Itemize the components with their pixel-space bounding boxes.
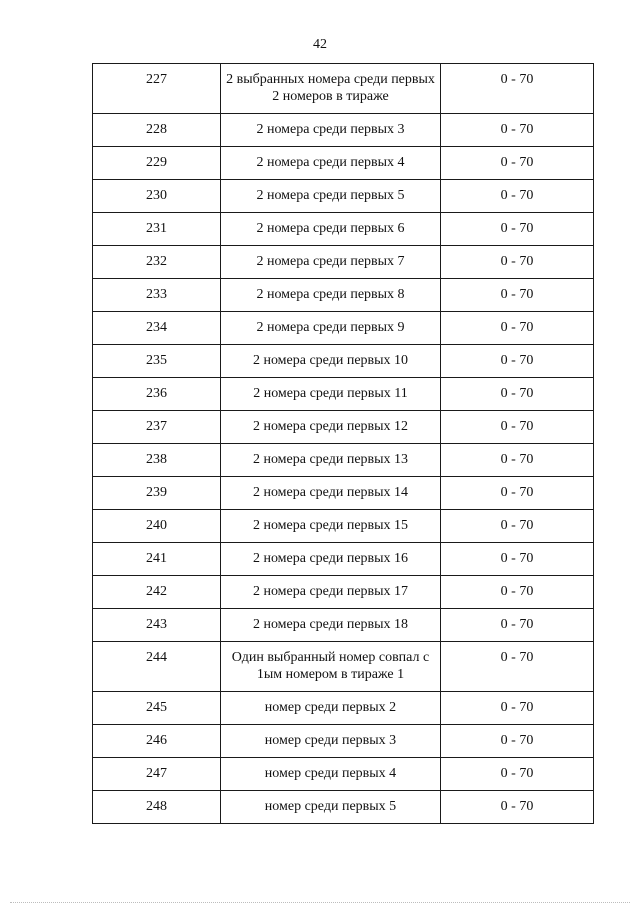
table-row <box>93 725 594 758</box>
row-number-cell: 229 <box>93 147 221 180</box>
table-row <box>93 510 594 543</box>
row-range-cell: 0 - 70 <box>441 576 594 609</box>
row-number-cell: 228 <box>93 114 221 147</box>
table-row <box>93 213 594 246</box>
row-description-cell: 2 номера среди первых 4 <box>221 147 441 180</box>
row-description-cell: номер среди первых 2 <box>221 692 441 725</box>
row-range-cell: 0 - 70 <box>441 791 594 824</box>
row-description-cell: 2 номера среди первых 13 <box>221 444 441 477</box>
table-row <box>93 180 594 213</box>
row-number-cell: 248 <box>93 791 221 824</box>
row-range-cell: 0 - 70 <box>441 345 594 378</box>
row-number-cell: 240 <box>93 510 221 543</box>
row-description-cell: 2 номера среди первых 15 <box>221 510 441 543</box>
table-row <box>93 642 594 692</box>
row-range-cell: 0 - 70 <box>441 213 594 246</box>
table-row <box>93 444 594 477</box>
table-row <box>93 345 594 378</box>
table-row <box>93 609 594 642</box>
table-row <box>93 477 594 510</box>
row-number-cell: 238 <box>93 444 221 477</box>
row-number-cell: 246 <box>93 725 221 758</box>
row-description-cell: номер среди первых 5 <box>221 791 441 824</box>
table-row <box>93 378 594 411</box>
row-description-cell: номер среди первых 4 <box>221 758 441 791</box>
row-range-cell: 0 - 70 <box>441 543 594 576</box>
row-description-cell: номер среди первых 3 <box>221 725 441 758</box>
row-range-cell: 0 - 70 <box>441 609 594 642</box>
table-row <box>93 692 594 725</box>
row-description-cell: 2 выбранных номера среди первых 2 номеров в тираже <box>221 64 441 114</box>
row-description-cell: 2 номера среди первых 3 <box>221 114 441 147</box>
row-number-cell: 245 <box>93 692 221 725</box>
row-description-cell: 2 номера среди первых 10 <box>221 345 441 378</box>
table-row <box>93 147 594 180</box>
row-range-cell: 0 - 70 <box>441 510 594 543</box>
table-row <box>93 246 594 279</box>
row-number-cell: 241 <box>93 543 221 576</box>
scan-edge-divider <box>10 901 630 903</box>
table-row <box>93 758 594 791</box>
table-row <box>93 576 594 609</box>
row-range-cell: 0 - 70 <box>441 411 594 444</box>
row-number-cell: 247 <box>93 758 221 791</box>
row-description-cell: 2 номера среди первых 6 <box>221 213 441 246</box>
table-row <box>93 411 594 444</box>
page-number: 42 <box>313 37 327 52</box>
table-row <box>93 64 594 114</box>
row-number-cell: 244 <box>93 642 221 692</box>
row-number-cell: 237 <box>93 411 221 444</box>
row-range-cell: 0 - 70 <box>441 180 594 213</box>
row-range-cell: 0 - 70 <box>441 312 594 345</box>
row-description-cell: 2 номера среди первых 11 <box>221 378 441 411</box>
row-range-cell: 0 - 70 <box>441 64 594 114</box>
row-range-cell: 0 - 70 <box>441 279 594 312</box>
row-number-cell: 230 <box>93 180 221 213</box>
row-range-cell: 0 - 70 <box>441 692 594 725</box>
row-description-cell: 2 номера среди первых 18 <box>221 609 441 642</box>
row-description-cell: 2 номера среди первых 16 <box>221 543 441 576</box>
table-row <box>93 791 594 824</box>
row-number-cell: 227 <box>93 64 221 114</box>
row-range-cell: 0 - 70 <box>441 114 594 147</box>
row-description-cell: 2 номера среди первых 17 <box>221 576 441 609</box>
row-description-cell: 2 номера среди первых 14 <box>221 477 441 510</box>
row-range-cell: 0 - 70 <box>441 246 594 279</box>
table-row <box>93 279 594 312</box>
row-number-cell: 239 <box>93 477 221 510</box>
row-number-cell: 242 <box>93 576 221 609</box>
row-number-cell: 233 <box>93 279 221 312</box>
row-range-cell: 0 - 70 <box>441 758 594 791</box>
table-row <box>93 114 594 147</box>
row-number-cell: 236 <box>93 378 221 411</box>
row-description-cell: 2 номера среди первых 8 <box>221 279 441 312</box>
table-row <box>93 543 594 576</box>
row-description-cell: 2 номера среди первых 7 <box>221 246 441 279</box>
row-number-cell: 243 <box>93 609 221 642</box>
row-description-cell: Один выбранный номер совпал с 1ым номером в тираже 1 <box>221 642 441 692</box>
table-row <box>93 312 594 345</box>
row-number-cell: 235 <box>93 345 221 378</box>
row-range-cell: 0 - 70 <box>441 444 594 477</box>
row-description-cell: 2 номера среди первых 5 <box>221 180 441 213</box>
row-range-cell: 0 - 70 <box>441 642 594 692</box>
row-range-cell: 0 - 70 <box>441 147 594 180</box>
row-number-cell: 231 <box>93 213 221 246</box>
row-number-cell: 234 <box>93 312 221 345</box>
row-range-cell: 0 - 70 <box>441 378 594 411</box>
row-description-cell: 2 номера среди первых 9 <box>221 312 441 345</box>
row-description-cell: 2 номера среди первых 12 <box>221 411 441 444</box>
row-range-cell: 0 - 70 <box>441 725 594 758</box>
row-number-cell: 232 <box>93 246 221 279</box>
row-range-cell: 0 - 70 <box>441 477 594 510</box>
document-table <box>92 63 594 824</box>
